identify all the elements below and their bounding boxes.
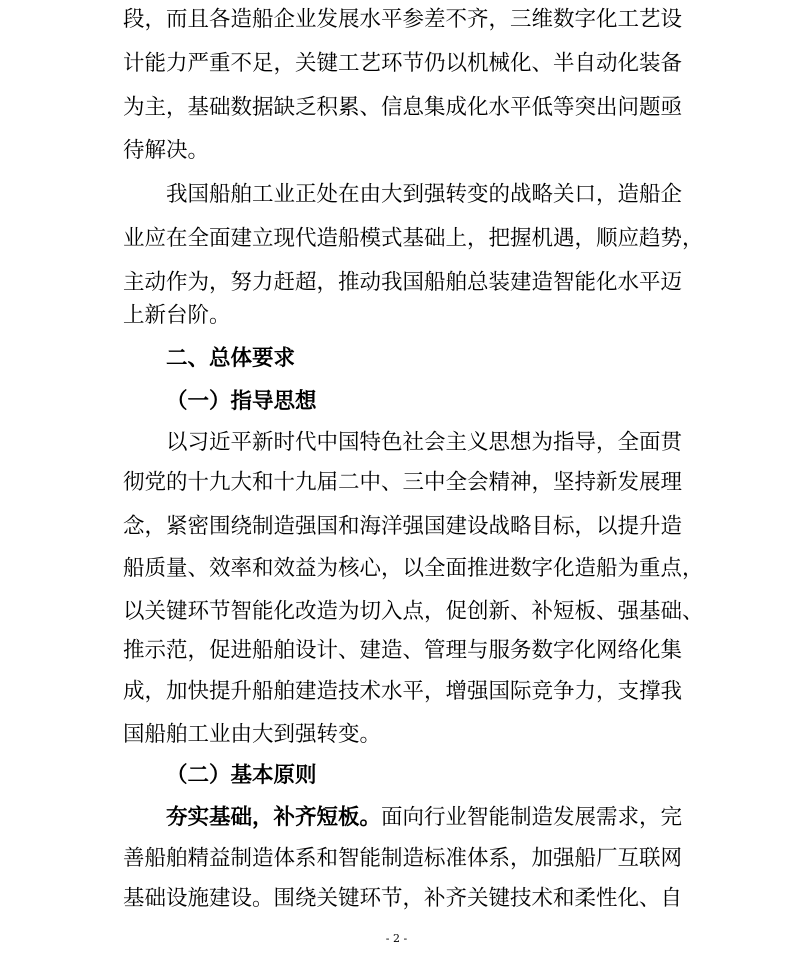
text-line: 业应在全面建立现代造船模式基础上，把握机遇，顺应趋势， — [123, 226, 704, 251]
text-line: 为主，基础数据缺乏积累、信息集成化水平低等突出问题亟 — [123, 95, 683, 120]
text-line: 计能力严重不足，关键工艺环节仍以机械化、半自动化装备 — [123, 51, 683, 76]
bold-lead-text: 夯实基础，补齐短板。 — [166, 805, 382, 830]
text-line: 以习近平新时代中国特色社会主义思想为指导，全面贯 — [166, 430, 683, 455]
text-line: 成，加快提升船舶建造技术水平，增强国际竞争力，支撑我 — [123, 679, 683, 704]
text-line: 主动作为，努力赶超，推动我国船舶总装建造智能化水平迈 — [123, 270, 683, 295]
text-line — [166, 804, 683, 832]
text-line: 以关键环节智能化改造为切入点，促创新、补短板、强基础、 — [123, 599, 704, 624]
text-line: 彻党的十九大和十九届二中、三中全会精神，坚持新发展理 — [123, 470, 683, 495]
text-line: 船质量、效率和效益为核心，以全面推进数字化造船为重点， — [123, 556, 704, 581]
section-heading: 二、总体要求 — [166, 346, 296, 371]
text-line: 国船舶工业由大到强转变。 — [123, 722, 382, 747]
text-line: 我国船舶工业正处在由大到强转变的战略关口，造船企 — [166, 182, 683, 207]
text-line: 念，紧密围绕制造强国和海洋强国建设战略目标，以提升造 — [123, 514, 683, 539]
text-line: 段，而且各造船企业发展水平参差不齐，三维数字化工艺设 — [123, 7, 683, 32]
text-line: 推示范，促进船舶设计、建造、管理与服务数字化网络化集 — [123, 638, 683, 663]
subsection-heading: （二）基本原则 — [166, 763, 317, 788]
text-line: 待解决。 — [123, 138, 210, 163]
text-line: 善船舶精益制造体系和智能制造标准体系，加强船厂互联网 — [123, 846, 683, 871]
text-line: 上新台阶。 — [123, 303, 231, 328]
text-segment: 面向行业智能制造发展需求，完 — [381, 805, 683, 830]
text-line: 基础设施建设。围绕关键环节，补齐关键技术和柔性化、自 — [123, 886, 683, 911]
page-number: - 2 - — [385, 932, 408, 945]
subsection-heading: （一）指导思想 — [166, 389, 317, 414]
